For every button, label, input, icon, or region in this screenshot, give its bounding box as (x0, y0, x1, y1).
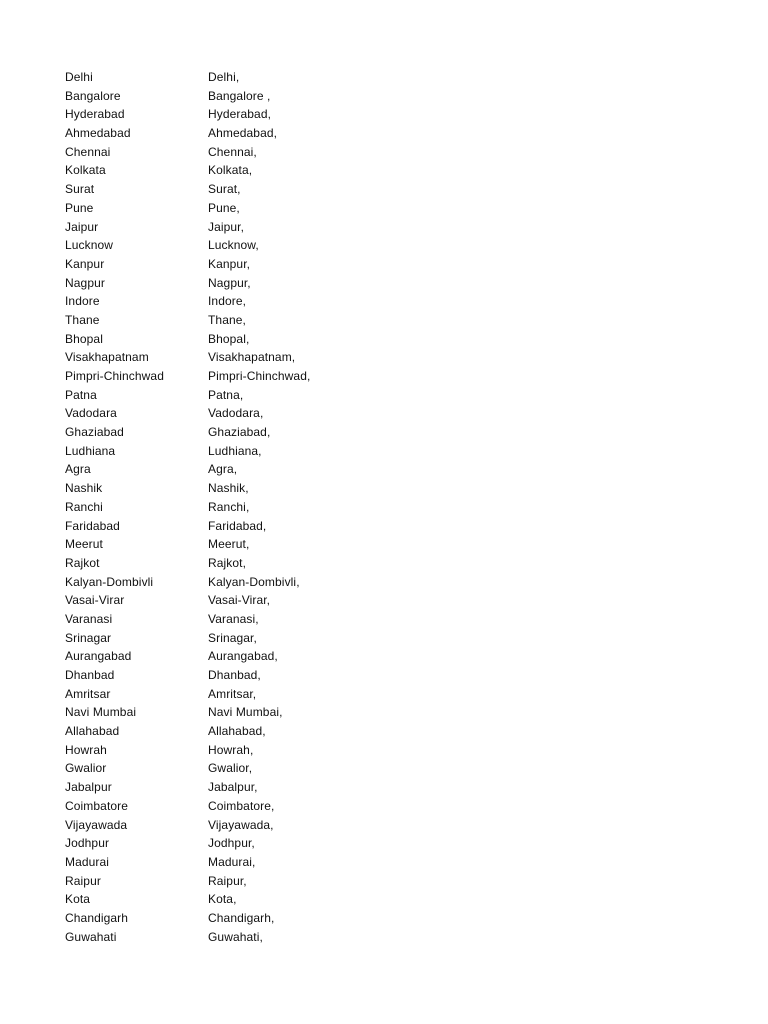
city-name-with-comma: Ghaziabad, (208, 425, 271, 440)
list-item (65, 255, 385, 274)
city-name-with-comma: Meerut, (208, 537, 250, 552)
city-name-with-comma: Bhopal, (208, 331, 250, 346)
list-item (65, 928, 385, 947)
list-item (65, 404, 385, 423)
list-item (65, 573, 385, 592)
city-name-with-comma: Kanpur, (208, 256, 251, 271)
list-item (65, 460, 385, 479)
list-item (65, 442, 385, 461)
city-name-with-comma: Kalyan-Dombivli, (208, 574, 300, 589)
city-name-with-comma: Visakhapatnam, (208, 350, 296, 365)
city-name: Surat (65, 182, 95, 197)
city-name-with-comma: Lucknow, (208, 238, 259, 253)
city-name-with-comma: Nashik, (208, 481, 249, 496)
list-item (65, 330, 385, 349)
list-item (65, 218, 385, 237)
city-name: Navi Mumbai (65, 705, 137, 720)
list-item (65, 367, 385, 386)
city-name-with-comma: Gwalior, (208, 761, 253, 776)
city-name: Ahmedabad (65, 126, 131, 141)
city-name-with-comma: Ahmedabad, (208, 126, 278, 141)
city-name-with-comma: Patna, (208, 387, 244, 402)
city-name-with-comma: Amritsar, (208, 686, 257, 701)
list-item (65, 479, 385, 498)
city-name-with-comma: Vadodara, (208, 406, 264, 421)
city-name: Ghaziabad (65, 425, 124, 440)
city-name-with-comma: Thane, (208, 312, 246, 327)
city-name-with-comma: Pimpri-Chinchwad, (208, 369, 311, 383)
list-item (65, 872, 385, 891)
city-name: Aurangabad (65, 649, 132, 664)
city-name: Ludhiana (65, 443, 116, 458)
city-name-with-comma: Vasai-Virar, (208, 593, 271, 608)
list-item (65, 161, 385, 180)
city-name-with-comma: Ranchi, (208, 499, 250, 514)
city-name-with-comma: Navi Mumbai, (208, 705, 283, 720)
list-item (65, 741, 385, 760)
city-name: Kanpur (65, 256, 105, 271)
city-name: Bhopal (65, 331, 103, 346)
list-item (65, 292, 385, 311)
list-item (65, 274, 385, 293)
city-name-with-comma: Vijayawada, (208, 817, 274, 832)
city-name-with-comma: Dhanbad, (208, 668, 261, 682)
city-name-with-comma: Hyderabad, (208, 107, 272, 122)
city-name-with-comma: Varanasi, (208, 611, 259, 626)
city-name-with-comma: Rajkot, (208, 555, 247, 570)
city-name: Vasai-Virar (65, 593, 125, 608)
city-name-with-comma: Srinagar, (208, 630, 257, 645)
city-name-with-comma: Howrah, (208, 742, 254, 757)
list-item (65, 554, 385, 573)
list-item (65, 685, 385, 704)
city-list (65, 68, 385, 946)
city-name: Ranchi (65, 499, 103, 514)
city-name: Gwalior (65, 761, 107, 776)
city-name: Thane (65, 312, 100, 327)
list-item (65, 143, 385, 162)
city-name-with-comma: Guwahati, (208, 929, 263, 944)
list-item (65, 797, 385, 816)
list-item (65, 853, 385, 872)
list-item (65, 423, 385, 442)
list-item (65, 498, 385, 517)
list-item (65, 703, 385, 722)
city-name-with-comma: Kolkata, (208, 163, 253, 178)
city-name-with-comma: Nagpur, (208, 275, 251, 290)
city-name: Allahabad (65, 724, 120, 739)
city-name: Raipur (65, 873, 101, 888)
city-name: Patna (65, 387, 97, 402)
city-name: Kalyan-Dombivli (65, 574, 154, 589)
city-name: Meerut (65, 537, 103, 552)
city-name-with-comma: Jodhpur, (208, 836, 255, 851)
city-name-with-comma: Agra, (208, 462, 238, 477)
city-name: Kota (65, 892, 91, 907)
city-name: Srinagar (65, 630, 112, 645)
list-item (65, 778, 385, 797)
list-item (65, 517, 385, 536)
city-name: Jaipur (65, 219, 99, 234)
city-name-with-comma: Pune, (208, 200, 240, 215)
list-item (65, 311, 385, 330)
city-name-with-comma: Faridabad, (208, 518, 267, 533)
city-name-with-comma: Surat, (208, 182, 241, 197)
list-item (65, 647, 385, 666)
list-item (65, 180, 385, 199)
list-item (65, 610, 385, 629)
city-name-with-comma: Chandigarh, (208, 910, 275, 925)
list-item (65, 834, 385, 853)
city-name: Pimpri-Chinchwad (65, 369, 164, 383)
city-name: Faridabad (65, 518, 120, 533)
city-name-with-comma: Ludhiana, (208, 443, 262, 458)
list-item (65, 236, 385, 255)
city-name: Chandigarh (65, 910, 129, 925)
city-name: Nagpur (65, 275, 105, 290)
city-name: Howrah (65, 742, 107, 757)
city-name-with-comma: Coimbatore, (208, 798, 275, 813)
list-item (65, 629, 385, 648)
city-name-with-comma: Delhi, (208, 70, 240, 84)
city-name: Madurai (65, 854, 110, 869)
city-name-with-comma: Indore, (208, 294, 247, 309)
city-name-with-comma: Madurai, (208, 854, 256, 869)
list-item (65, 759, 385, 778)
list-item (65, 722, 385, 741)
city-name-with-comma: Chennai, (208, 144, 257, 159)
city-name: Coimbatore (65, 798, 129, 813)
city-name-with-comma: Allahabad, (208, 724, 266, 739)
city-name-with-comma: Jabalpur, (208, 780, 258, 795)
city-name-with-comma: Kota, (208, 892, 237, 907)
list-item (65, 909, 385, 928)
city-name: Guwahati (65, 929, 117, 944)
city-name: Nashik (65, 481, 103, 496)
city-name: Lucknow (65, 238, 114, 253)
city-name-with-comma: Raipur, (208, 873, 247, 888)
list-item (65, 386, 385, 405)
list-item (65, 890, 385, 909)
city-name: Pune (65, 200, 94, 215)
city-name: Vadodara (65, 406, 117, 421)
city-name: Bangalore (65, 88, 121, 103)
city-name-with-comma: Bangalore , (208, 88, 271, 103)
city-name: Jodhpur (65, 836, 110, 851)
list-item (65, 105, 385, 124)
city-name: Hyderabad (65, 107, 125, 122)
list-item (65, 87, 385, 106)
city-name: Amritsar (65, 686, 111, 701)
list-item (65, 666, 385, 685)
city-name: Vijayawada (65, 817, 128, 832)
city-name: Indore (65, 294, 100, 309)
list-item (65, 124, 385, 143)
city-name: Visakhapatnam (65, 350, 149, 365)
city-name: Varanasi (65, 611, 113, 626)
city-name: Dhanbad (65, 668, 115, 682)
city-name: Delhi (65, 70, 93, 84)
list-item (65, 199, 385, 218)
list-item (65, 68, 385, 87)
city-name: Chennai (65, 144, 111, 159)
list-item (65, 535, 385, 554)
city-name: Jabalpur (65, 780, 112, 795)
city-name-with-comma: Aurangabad, (208, 649, 278, 664)
list-item (65, 591, 385, 610)
city-name-with-comma: Jaipur, (208, 219, 245, 234)
list-item (65, 348, 385, 367)
city-name: Kolkata (65, 163, 106, 178)
city-name: Agra (65, 462, 91, 477)
city-name: Rajkot (65, 555, 100, 570)
list-item (65, 816, 385, 835)
